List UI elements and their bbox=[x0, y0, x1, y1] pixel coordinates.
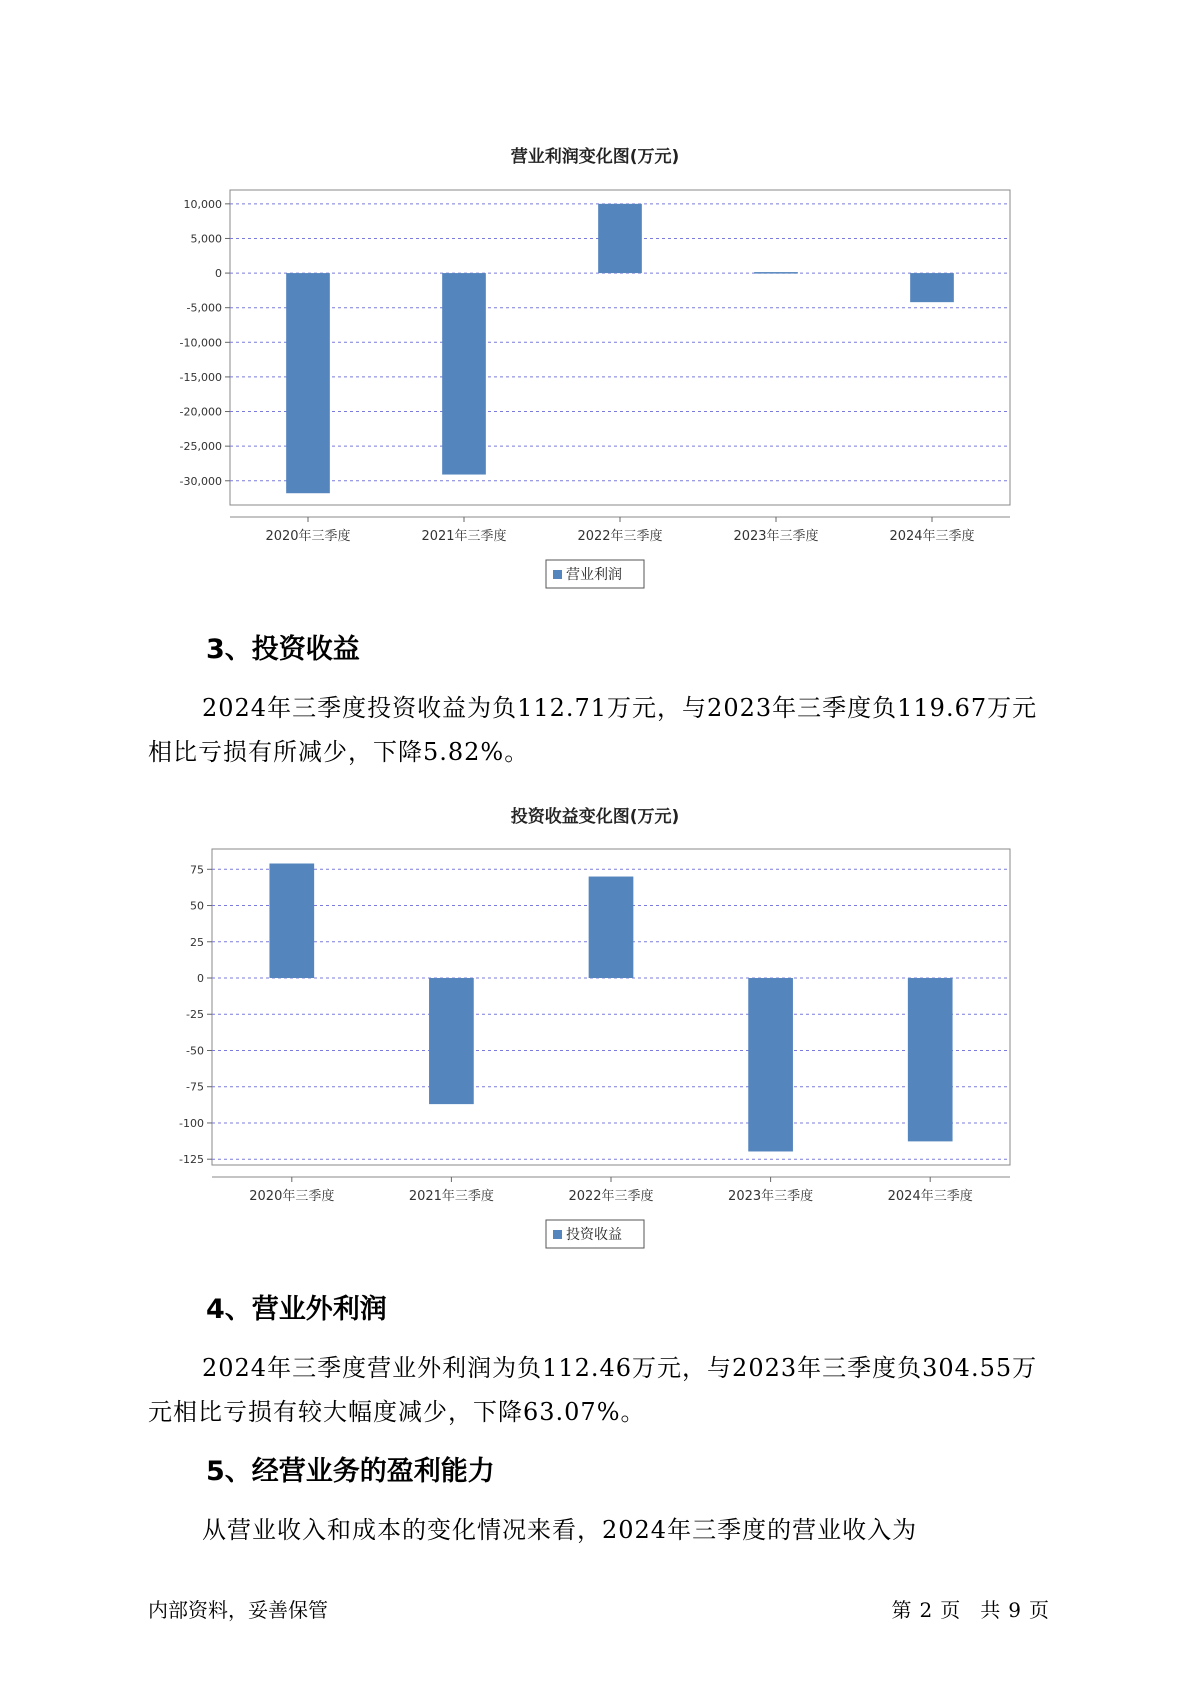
legend-swatch bbox=[553, 570, 562, 579]
chart-title: 投资收益变化图(万元) bbox=[510, 807, 680, 827]
total-suffix: 页 bbox=[1029, 1598, 1049, 1622]
x-tick-label: 2022年三季度 bbox=[577, 529, 663, 544]
bar bbox=[442, 273, 486, 474]
operating-profit-chart bbox=[0, 140, 1191, 600]
y-tick-label: -25 bbox=[186, 1008, 204, 1022]
legend-swatch bbox=[553, 1230, 562, 1239]
x-tick-label: 2024年三季度 bbox=[889, 529, 975, 544]
investment-income-chart bbox=[0, 800, 1191, 1260]
y-tick-label: -75 bbox=[186, 1080, 204, 1094]
operating-profit-chart-svg bbox=[0, 140, 1191, 600]
y-tick-label: 5,000 bbox=[190, 232, 222, 246]
y-tick-label: -15,000 bbox=[179, 370, 222, 384]
bar bbox=[429, 978, 474, 1104]
x-tick-label: 2020年三季度 bbox=[249, 1189, 335, 1204]
footer-page-number bbox=[884, 1594, 1049, 1623]
y-tick-label: -20,000 bbox=[179, 405, 222, 419]
bar bbox=[269, 863, 314, 978]
page-total: 9 bbox=[1008, 1598, 1021, 1622]
page-suffix: 页 bbox=[940, 1598, 961, 1622]
footer-confidential-note: 内部资料，妥善保管 bbox=[148, 1598, 328, 1622]
total-prefix: 共 bbox=[980, 1598, 1001, 1622]
section-3-heading: 3、投资收益 bbox=[206, 634, 360, 665]
bar bbox=[598, 204, 642, 273]
bar bbox=[908, 978, 953, 1141]
bar bbox=[754, 272, 798, 274]
y-tick-label: -100 bbox=[179, 1116, 204, 1130]
y-tick-label: -125 bbox=[179, 1153, 204, 1167]
section-4-text: 2024年三季度营业外利润为负112.46万元，与2023年三季度负304.55万元相比亏损有较大幅度减少，下降63.07%。 bbox=[148, 1354, 1038, 1426]
x-tick-label: 2020年三季度 bbox=[265, 529, 351, 544]
y-tick-label: -30,000 bbox=[179, 474, 222, 488]
x-tick-label: 2023年三季度 bbox=[733, 529, 819, 544]
y-tick-label: 50 bbox=[190, 899, 204, 913]
page-current: 2 bbox=[919, 1598, 933, 1622]
y-tick-label: 10,000 bbox=[183, 197, 222, 211]
page-prefix: 第 bbox=[891, 1598, 912, 1622]
section-5-heading: 5、经营业务的盈利能力 bbox=[206, 1456, 495, 1487]
section-4-heading: 4、营业外利润 bbox=[206, 1294, 387, 1325]
bar bbox=[589, 877, 634, 978]
x-tick-label: 2024年三季度 bbox=[887, 1189, 973, 1204]
y-tick-label: 0 bbox=[197, 972, 204, 986]
y-tick-label: -10,000 bbox=[179, 336, 222, 350]
bar bbox=[910, 273, 954, 302]
y-tick-label: 25 bbox=[190, 935, 204, 949]
x-tick-label: 2021年三季度 bbox=[408, 1189, 494, 1204]
x-tick-label: 2023年三季度 bbox=[728, 1189, 814, 1204]
chart-title: 营业利润变化图(万元) bbox=[510, 147, 680, 167]
bar bbox=[748, 978, 793, 1151]
y-tick-label: 0 bbox=[215, 267, 222, 281]
bar bbox=[286, 273, 330, 493]
section-5-text: 从营业收入和成本的变化情况来看，2024年三季度的营业收入为 bbox=[202, 1516, 918, 1544]
y-tick-label: -50 bbox=[186, 1044, 204, 1058]
investment-income-chart-svg bbox=[0, 800, 1191, 1260]
legend-label: 营业利润 bbox=[566, 567, 622, 583]
y-tick-label: -5,000 bbox=[186, 301, 222, 315]
section-3-text: 2024年三季度投资收益为负112.71万元，与2023年三季度负119.67万元相比亏损有所减少，下降5.82%。 bbox=[148, 694, 1038, 766]
y-tick-label: 75 bbox=[190, 863, 204, 877]
legend-label: 投资收益 bbox=[566, 1227, 622, 1243]
y-tick-label: -25,000 bbox=[179, 440, 222, 454]
x-tick-label: 2022年三季度 bbox=[568, 1189, 654, 1204]
x-tick-label: 2021年三季度 bbox=[421, 529, 507, 544]
